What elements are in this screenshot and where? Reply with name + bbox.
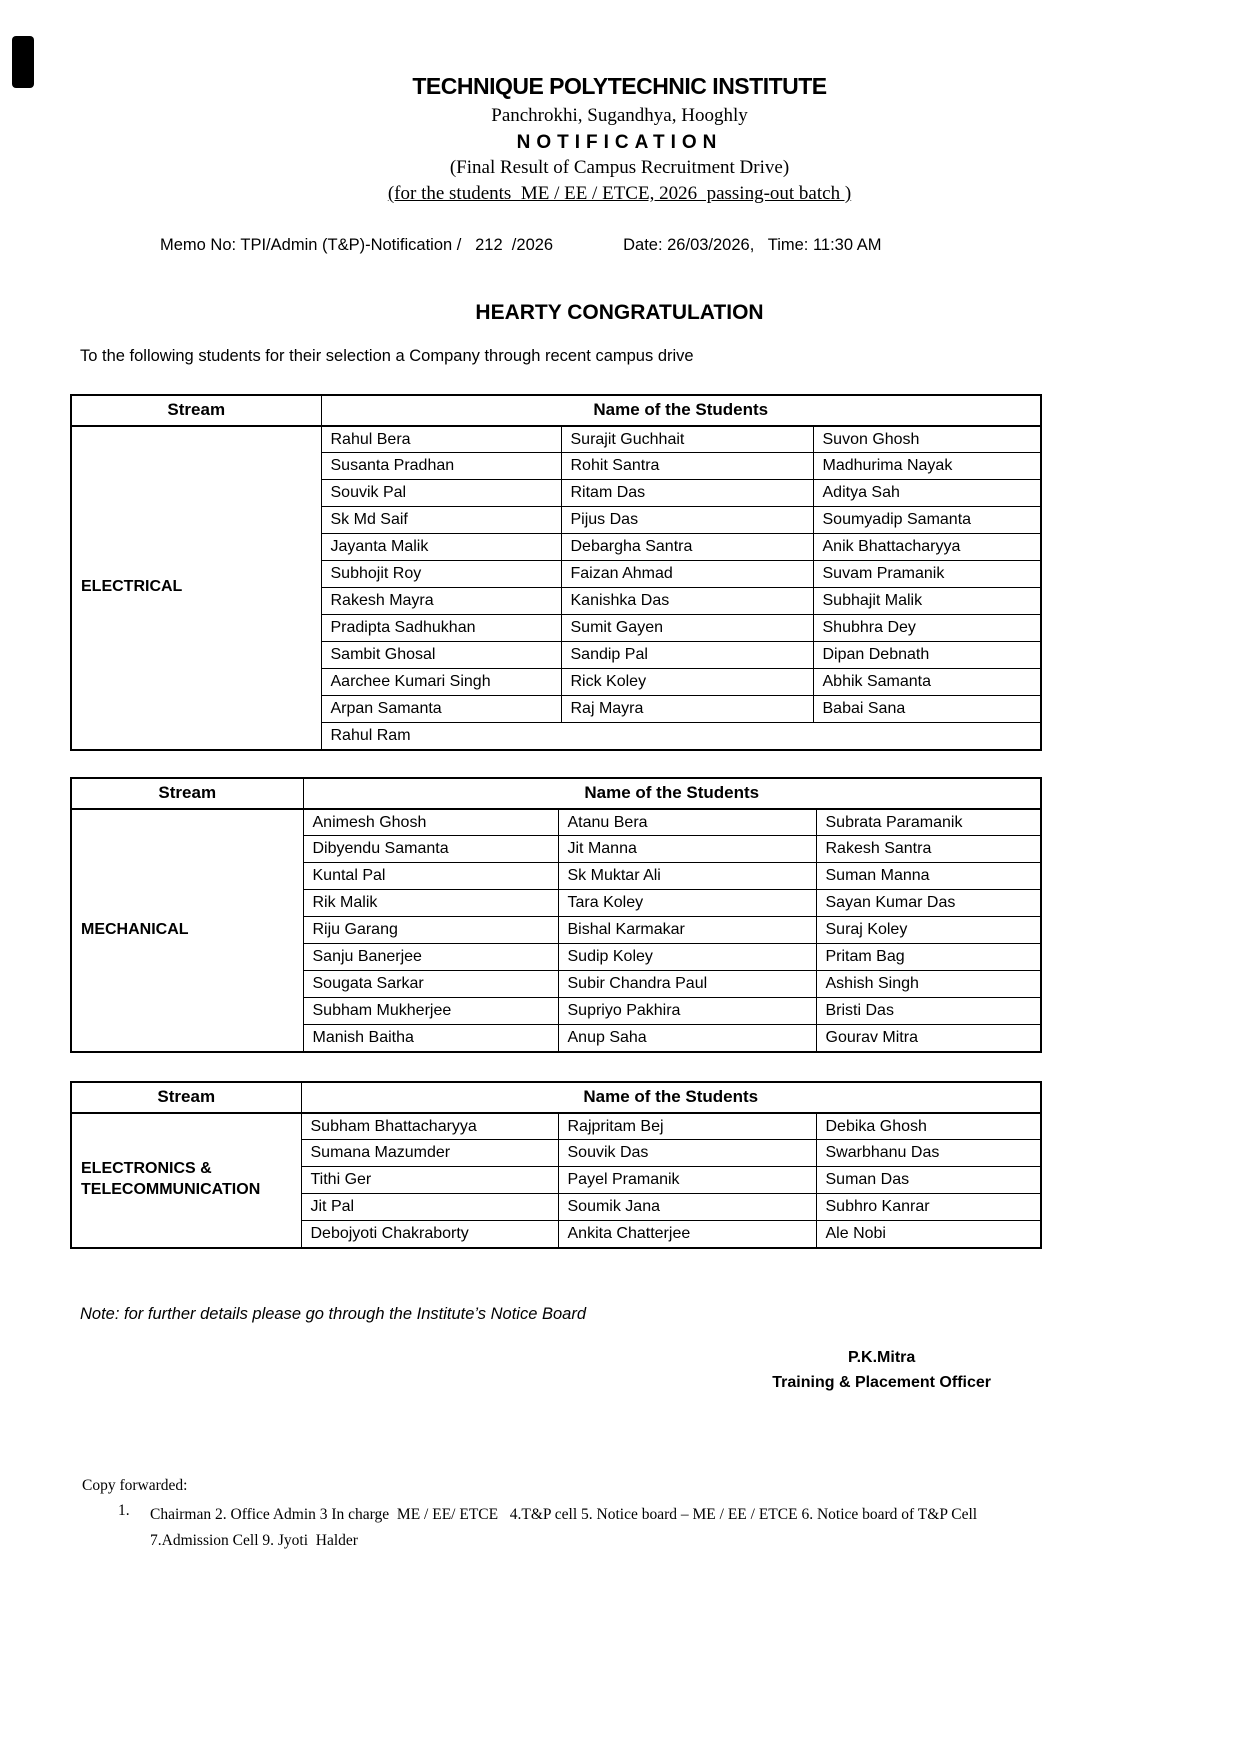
student-name-cell: Rakesh Mayra — [321, 588, 561, 615]
student-name-cell: Rik Malik — [303, 890, 558, 917]
institute-name: TECHNIQUE POLYTECHNIC INSTITUTE — [412, 73, 827, 99]
student-name-cell: Ritam Das — [561, 480, 813, 507]
student-name-cell: Subir Chandra Paul — [558, 971, 816, 998]
student-name-cell: Soumyadip Samanta — [813, 507, 1041, 534]
student-name-cell: Payel Pramanik — [558, 1167, 816, 1194]
student-row — [71, 1113, 1041, 1140]
signatory-title: Training & Placement Officer — [772, 1373, 991, 1391]
student-row — [71, 809, 1041, 836]
student-name-cell: Sumana Mazumder — [301, 1140, 558, 1167]
student-name-cell: Jayanta Malik — [321, 534, 561, 561]
stream-column-header: Stream — [71, 395, 321, 426]
student-name-cell: Bristi Das — [816, 998, 1041, 1025]
memo-row — [0, 236, 1239, 255]
student-name-cell: Sanju Banerjee — [303, 944, 558, 971]
student-name-cell: Suvon Ghosh — [813, 426, 1041, 453]
student-name-cell: Ale Nobi — [816, 1221, 1041, 1248]
student-name-cell: Sayan Kumar Das — [816, 890, 1041, 917]
student-name-cell: Suman Manna — [816, 863, 1041, 890]
names-column-header: Name of the Students — [303, 778, 1041, 809]
memo-number: Memo No: TPI/Admin (T&P)-Notification / 212 /2026 — [160, 235, 554, 254]
student-name-cell: Anik Bhattacharyya — [813, 534, 1041, 561]
student-name-cell: Abhik Samanta — [813, 669, 1041, 696]
stream-cell: ELECTRICAL — [71, 426, 321, 750]
student-name-cell: Aditya Sah — [813, 480, 1041, 507]
student-name-cell: Rohit Santra — [561, 453, 813, 480]
student-name-cell: Swarbhanu Das — [816, 1140, 1041, 1167]
document-header — [0, 0, 1239, 206]
student-name-cell: Sk Md Saif — [321, 507, 561, 534]
student-name-cell: Soumik Jana — [558, 1194, 816, 1221]
student-name-cell: Subhajit Malik — [813, 588, 1041, 615]
student-name-cell: Pijus Das — [561, 507, 813, 534]
student-name-cell: Sandip Pal — [561, 642, 813, 669]
student-name-cell: Tara Koley — [558, 890, 816, 917]
copy-forwarded-text: Chairman 2. Office Admin 3 In charge ME / EE/ ETCE 4.T&P cell 5. Notice board – ME / EE / ETCE 6. Notice board of T&P Cell 7.Admission Cell 9. Jyoti Halder — [150, 1506, 981, 1549]
electrical-stream-table — [70, 394, 1042, 751]
student-name-cell: Rick Koley — [561, 669, 813, 696]
notification-subtitle: (Final Result of Campus Recruitment Drive) — [449, 157, 790, 179]
student-name-cell: Rahul Bera — [321, 426, 561, 453]
student-name-cell: Suvam Pramanik — [813, 561, 1041, 588]
student-name-cell: Jit Manna — [558, 836, 816, 863]
student-name-cell: Ankita Chatterjee — [558, 1221, 816, 1248]
student-name-cell: Subham Mukherjee — [303, 998, 558, 1025]
student-name-cell: Sumit Gayen — [561, 615, 813, 642]
stream-column-header: Stream — [71, 778, 303, 809]
student-name-cell: Suman Das — [816, 1167, 1041, 1194]
student-name-cell: Surajit Guchhait — [561, 426, 813, 453]
copy-forwarded-item — [118, 1502, 1239, 1553]
student-name-cell: Sk Muktar Ali — [558, 863, 816, 890]
student-name-cell: Kanishka Das — [561, 588, 813, 615]
list-marker: 1. — [118, 1502, 130, 1520]
etce-stream-table — [70, 1081, 1042, 1249]
student-name-cell: Debargha Santra — [561, 534, 813, 561]
student-tables — [70, 394, 1040, 1249]
student-name-cell: Debojyoti Chakraborty — [301, 1221, 558, 1248]
student-name-cell: Rahul Ram — [321, 723, 1041, 750]
congratulation-heading: HEARTY CONGRATULATION — [475, 300, 764, 324]
student-name-cell: Raj Mayra — [561, 696, 813, 723]
student-name-cell: Babai Sana — [813, 696, 1041, 723]
student-name-cell: Arpan Samanta — [321, 696, 561, 723]
student-name-cell: Subhro Kanrar — [816, 1194, 1041, 1221]
names-column-header: Name of the Students — [301, 1082, 1041, 1113]
student-name-cell: Dipan Debnath — [813, 642, 1041, 669]
student-name-cell: Tithi Ger — [301, 1167, 558, 1194]
student-name-cell: Shubhra Dey — [813, 615, 1041, 642]
student-name-cell: Aarchee Kumari Singh — [321, 669, 561, 696]
stream-cell: ELECTRONICS & TELECOMMUNICATION — [71, 1113, 301, 1248]
student-name-cell: Debika Ghosh — [816, 1113, 1041, 1140]
stream-cell: MECHANICAL — [71, 809, 303, 1052]
student-name-cell: Sambit Ghosal — [321, 642, 561, 669]
student-name-cell: Souvik Pal — [321, 480, 561, 507]
student-name-cell: Madhurima Nayak — [813, 453, 1041, 480]
copy-forwarded-section — [82, 1477, 1239, 1553]
stream-column-header: Stream — [71, 1082, 301, 1113]
student-name-cell: Susanta Pradhan — [321, 453, 561, 480]
names-column-header: Name of the Students — [321, 395, 1041, 426]
note-text: Note: for further details please go through the Institute’s Notice Board — [80, 1304, 586, 1323]
table-header-row — [71, 778, 1041, 809]
student-name-cell: Faizan Ahmad — [561, 561, 813, 588]
table-header-row — [71, 395, 1041, 426]
scan-artifact-mark — [12, 36, 34, 88]
student-row — [71, 426, 1041, 453]
student-name-cell: Bishal Karmakar — [558, 917, 816, 944]
student-name-cell: Souvik Das — [558, 1140, 816, 1167]
student-name-cell: Supriyo Pakhira — [558, 998, 816, 1025]
mechanical-stream-table — [70, 777, 1042, 1053]
student-name-cell: Subham Bhattacharyya — [301, 1113, 558, 1140]
student-name-cell: Jit Pal — [301, 1194, 558, 1221]
student-name-cell: Pradipta Sadhukhan — [321, 615, 561, 642]
student-name-cell: Manish Baitha — [303, 1025, 558, 1052]
student-name-cell: Dibyendu Samanta — [303, 836, 558, 863]
student-name-cell: Sudip Koley — [558, 944, 816, 971]
student-name-cell: Animesh Ghosh — [303, 809, 558, 836]
notification-label: NOTIFICATION — [516, 131, 723, 153]
student-name-cell: Rajpritam Bej — [558, 1113, 816, 1140]
notification-subtitle-batch: (for the students ME / EE / ETCE, 2026 passing-out batch ) — [387, 183, 852, 204]
date-time: Date: 26/03/2026, Time: 11:30 AM — [623, 235, 882, 254]
table-header-row — [71, 1082, 1041, 1113]
signature-block — [772, 1346, 991, 1396]
student-name-cell: Suraj Koley — [816, 917, 1041, 944]
student-name-cell: Sougata Sarkar — [303, 971, 558, 998]
student-name-cell: Gourav Mitra — [816, 1025, 1041, 1052]
student-name-cell: Subhojit Roy — [321, 561, 561, 588]
intro-text: To the following students for their selection a Company through recent campus drive — [80, 346, 694, 365]
student-name-cell: Atanu Bera — [558, 809, 816, 836]
institute-address: Panchrokhi, Sugandhya, Hooghly — [491, 104, 748, 126]
student-name-cell: Rakesh Santra — [816, 836, 1041, 863]
student-name-cell: Pritam Bag — [816, 944, 1041, 971]
student-name-cell: Riju Garang — [303, 917, 558, 944]
student-name-cell: Ashish Singh — [816, 971, 1041, 998]
copy-forwarded-label: Copy forwarded: — [82, 1477, 188, 1495]
student-name-cell: Anup Saha — [558, 1025, 816, 1052]
student-name-cell: Subrata Paramanik — [816, 809, 1041, 836]
student-name-cell: Kuntal Pal — [303, 863, 558, 890]
signatory-name: P.K.Mitra — [847, 1348, 916, 1366]
